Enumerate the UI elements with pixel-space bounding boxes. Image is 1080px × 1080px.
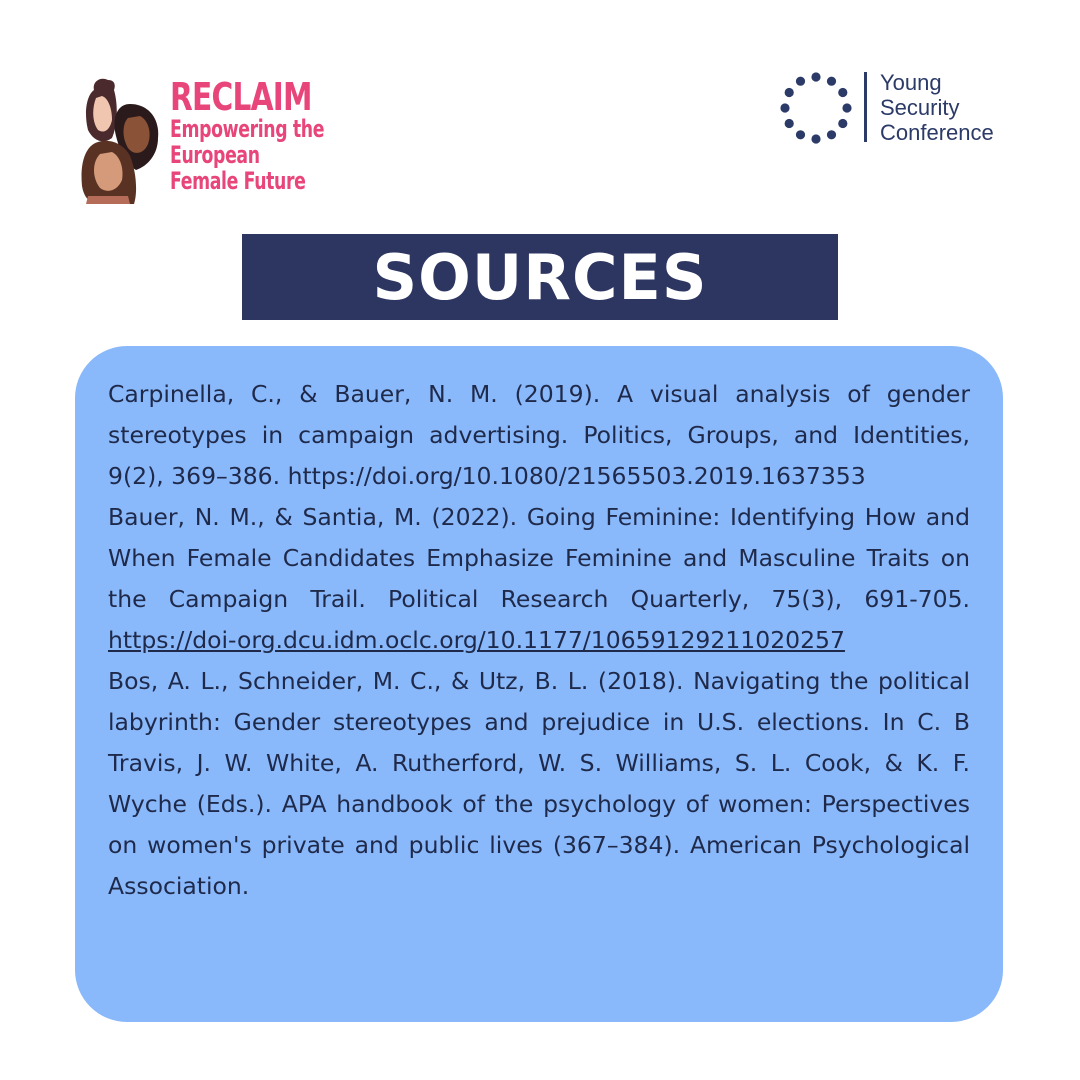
reference-text: Carpinella, C., & Bauer, N. M. (2019). A visual analysis of gender stereotypes in campaign advertising. Politics, Groups, and Identities, 9(2), 369–386. https://doi.org/10.1080/21565503.2019.1637353	[108, 380, 970, 490]
reclaim-tagline-line-1: Empowering the	[170, 115, 325, 143]
reclaim-wordmark	[170, 75, 384, 195]
sources-banner	[242, 234, 838, 320]
reclaim-title: RECLAIM	[170, 75, 312, 119]
ysc-name-line-3: Conference	[880, 120, 994, 145]
reference-text: Bos, A. L., Schneider, M. C., & Utz, B. L. (2018). Navigating the political labyrinth: Gender stereotypes and prejudice in U.S. elections. In C. B Travis, J. W. White, A. Rutherford, W. S. Williams, S. L. Cook, & K. F. Wyche (Eds.). APA handbook of the psychology of women: Perspectives on women's private and public lives (367–384). American Psychological Association.	[108, 667, 970, 900]
women-faces-illustration	[78, 74, 168, 204]
reference-item	[108, 661, 970, 907]
ysc-logo	[778, 70, 1018, 146]
ysc-name-line-2: Security	[880, 95, 960, 120]
dot-ring-icon	[778, 70, 854, 146]
reference-list	[108, 374, 970, 907]
reclaim-tagline-line-2: European	[170, 141, 260, 169]
reference-item	[108, 374, 970, 497]
page-title: SOURCES	[372, 240, 708, 314]
reference-doi-link[interactable]: https://doi-org.dcu.idm.oclc.org/10.1177/10659129211020257	[108, 626, 845, 654]
reference-text: Bauer, N. M., & Santia, M. (2022). Going Feminine: Identifying How and When Female Candidates Emphasize Feminine and Masculine Traits on the Campaign Trail. Political Research Quarterly, 75(3), 691-705.	[108, 503, 970, 613]
reclaim-logo	[78, 74, 328, 206]
ysc-wordmark	[880, 70, 994, 145]
reference-item	[108, 497, 970, 661]
ysc-divider	[864, 72, 867, 142]
sources-card	[75, 346, 1003, 1022]
ysc-name-line-1: Young	[880, 70, 942, 95]
reclaim-tagline-line-3: Female Future	[170, 167, 306, 195]
